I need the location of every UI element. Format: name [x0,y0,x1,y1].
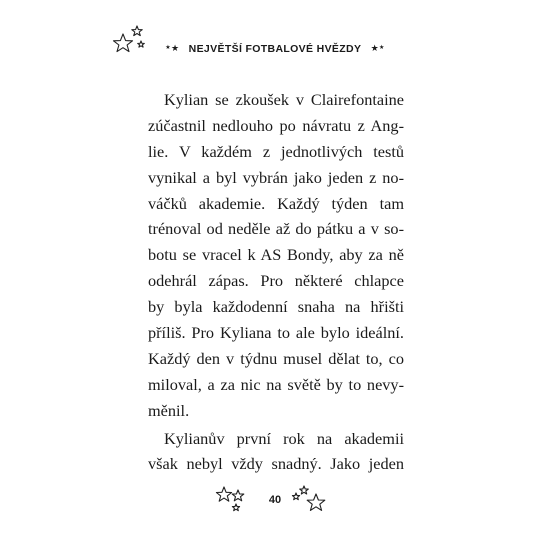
text-line: by byla každodenní snaha na hřišti [148,297,404,317]
text-line: váčků akademie. Každý týden tam [148,193,404,213]
book-title: NEJVĚTŠÍ FOTBALOVÉ HVĚZDY [188,43,362,55]
star-icon: ★ [370,43,380,53]
star-icon: ★ [379,45,385,51]
paragraph [148,426,404,478]
paragraph [148,87,404,424]
text-line: však nebyl vždy snadný. Jako jeden [148,454,404,474]
text-line: botu se vracel k AS Bondy, aby za ně [148,245,404,265]
running-header [0,43,550,55]
text-line: zúčastnil nedlouho po návratu z Ang- [148,115,404,135]
text-line: lie. V každém z jednotlivých testů [148,141,404,161]
star-icon: ★ [170,43,180,53]
text-line: Kylianův první rok na akademii [164,428,404,448]
text-line: vynikal a byl vybrán jako jeden z no- [148,167,404,187]
page-number: 40 [268,494,282,506]
stars-cluster-icon [290,484,328,514]
star-icon: ★ [165,45,171,51]
body-text [148,87,404,477]
text-line: miloval, a za nic na světě by to nevy- [148,374,404,394]
text-line: příliš. Pro Kyliana to ale bylo ideální. [148,323,404,343]
text-line: měnil. [148,400,190,420]
text-line: odehrál zápas. Pro některé chlapce [148,271,404,291]
text-line: Každý den v týdnu musel dělat to, co [148,348,404,368]
text-line: trénoval od neděle až do pátku a v so- [148,219,404,239]
text-line: Kylian se zkoušek v Clairefontaine [164,90,404,109]
